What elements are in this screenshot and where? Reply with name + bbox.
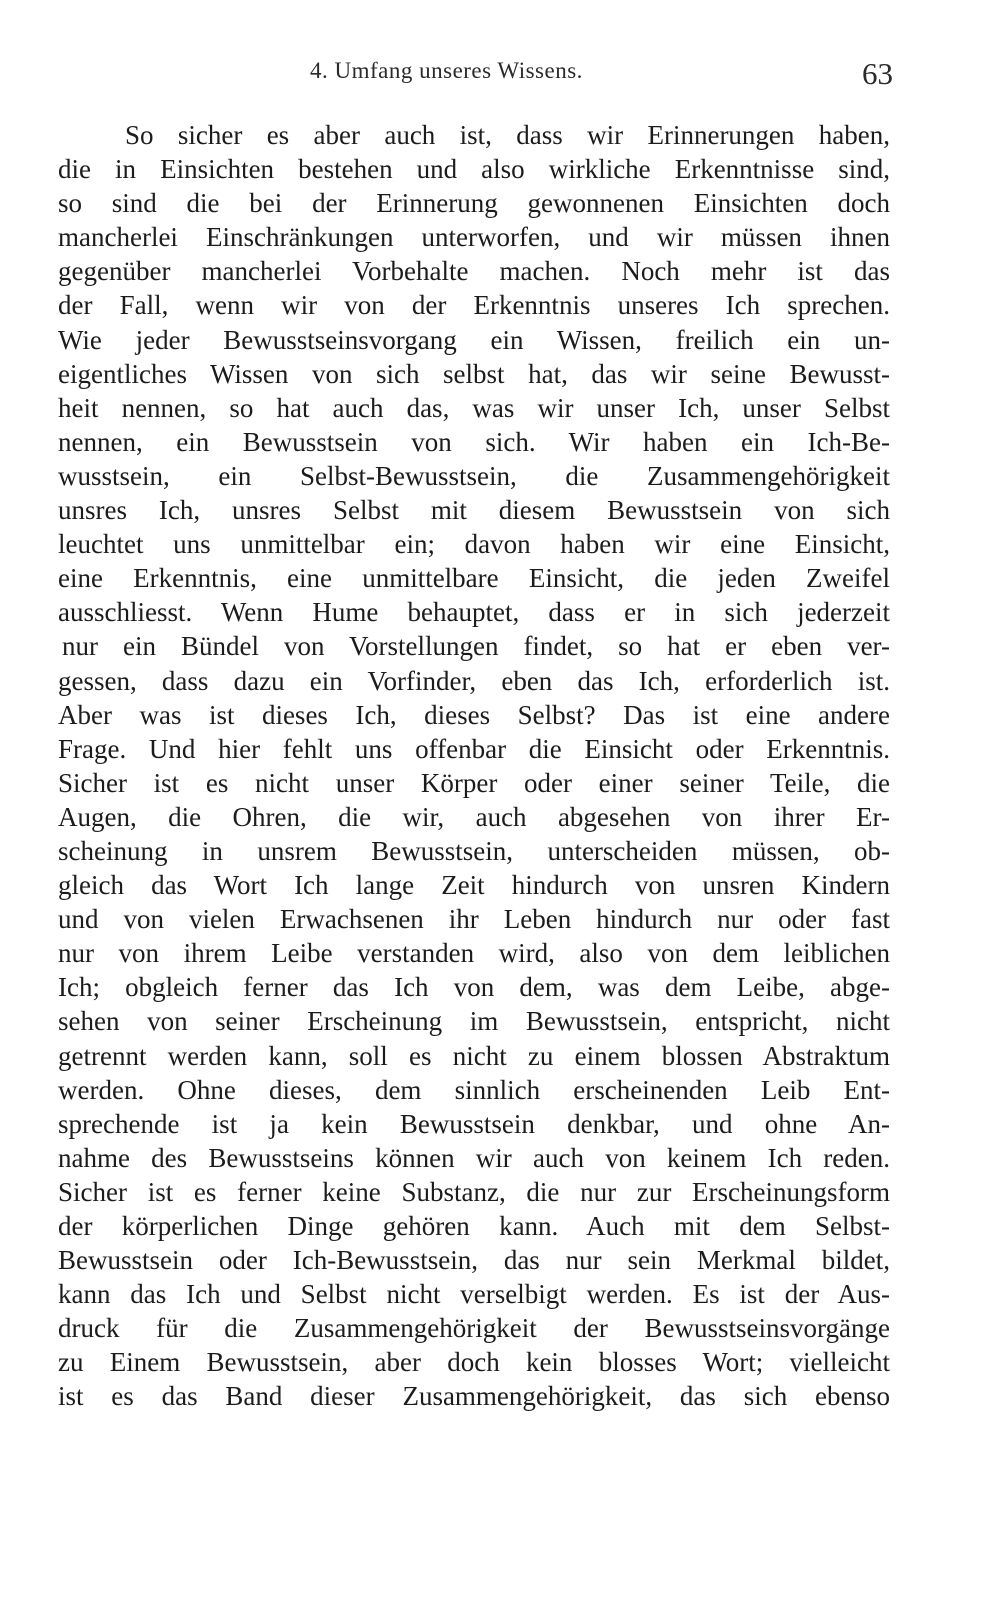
text-line: Wie jeder Bewusstseinsvorgang ein Wissen, freilich ein un- xyxy=(58,324,890,355)
text-line: Sicher ist es ferner keine Substanz, die nur zur Erscheinungsform xyxy=(58,1176,890,1207)
text-line: heit nennen, so hat auch das, was wir unser Ich, unser Selbst xyxy=(58,392,890,423)
text-line: druck für die Zusammengehörigkeit der Bewusstseinsvorgänge xyxy=(58,1313,890,1344)
text-line: eigentliches Wissen von sich selbst hat, das wir seine Bewusst- xyxy=(58,358,890,389)
running-head: 4. Umfang unseres Wissens. xyxy=(310,58,583,83)
text-line: Ich; obgleich ferner das Ich von dem, was dem Leibe, abge- xyxy=(58,972,890,1003)
text-line: unsres Ich, unsres Selbst mit diesem Bewusstsein von sich xyxy=(58,495,890,526)
text-line: so sind die bei der Erinnerung gewonnenen Einsichten doch xyxy=(58,188,890,219)
text-line: der körperlichen Dinge gehören kann. Auch mit dem Selbst- xyxy=(58,1211,890,1241)
text-line: zu Einem Bewusstsein, aber doch kein blosses Wort; vielleicht xyxy=(58,1347,890,1378)
text-line: getrennt werden kann, soll es nicht zu einem blossen Abstraktum xyxy=(58,1040,890,1071)
text-line: nahme des Bewusstseins können wir auch von keinem Ich reden. xyxy=(58,1142,890,1173)
page-number: 63 xyxy=(862,56,893,91)
text-line: scheinung in unsrem Bewusstsein, unterscheiden müssen, ob- xyxy=(58,835,890,866)
text-line: eine Erkenntnis, eine unmittelbare Einsicht, die jeden Zweifel xyxy=(58,563,890,594)
text-line: gleich das Wort Ich lange Zeit hindurch von unsren Kindern xyxy=(58,870,890,901)
text-line: Augen, die Ohren, die wir, auch abgesehen von ihrer Er- xyxy=(58,801,890,832)
text-line: der Fall, wenn wir von der Erkenntnis unseres Ich sprechen. xyxy=(58,290,890,321)
text-line: So sicher es aber auch ist, dass wir Erinnerungen haben, xyxy=(125,120,890,150)
text-line: gessen, dass dazu ein Vorfinder, eben das Ich, erforderlich ist. xyxy=(58,665,890,696)
text-line: sehen von seiner Erscheinung im Bewusstsein, entspricht, nicht xyxy=(58,1006,890,1037)
text-line: nur von ihrem Leibe verstanden wird, also von dem leiblichen xyxy=(58,938,890,969)
text-line: werden. Ohne dieses, dem sinnlich erscheinenden Leib Ent- xyxy=(58,1074,890,1105)
text-line: nennen, ein Bewusstsein von sich. Wir haben ein Ich-Be- xyxy=(58,426,890,457)
text-line: wusstsein, ein Selbst-Bewusstsein, die Zusammengehörigkeit xyxy=(58,460,890,491)
text-line: leuchtet uns unmittelbar ein; davon haben wir eine Einsicht, xyxy=(58,529,890,560)
text-line: Frage. Und hier fehlt uns offenbar die Einsicht oder Erkenntnis. xyxy=(58,733,890,764)
text-line: gegenüber mancherlei Vorbehalte machen. Noch mehr ist das xyxy=(58,256,890,287)
text-line: ist es das Band dieser Zusammengehörigkeit, das sich ebenso xyxy=(58,1381,890,1412)
text-line: die in Einsichten bestehen und also wirkliche Erkenntnisse sind, xyxy=(58,154,890,185)
text-line: kann das Ich und Selbst nicht verselbigt werden. Es ist der Aus- xyxy=(58,1279,890,1310)
text-line: und von vielen Erwachsenen ihr Leben hindurch nur oder fast xyxy=(58,904,890,935)
text-line: ausschliesst. Wenn Hume behauptet, dass er in sich jederzeit xyxy=(58,597,890,628)
text-line: Aber was ist dieses Ich, dieses Selbst? Das ist eine andere xyxy=(58,699,890,730)
text-line: nur ein Bündel von Vorstellungen findet, so hat er eben ver- xyxy=(62,631,890,662)
text-line: Sicher ist es nicht unser Körper oder einer seiner Teile, die xyxy=(58,767,890,798)
text-line: Bewusstsein oder Ich-Bewusstsein, das nur sein Merkmal bildet, xyxy=(58,1245,890,1276)
text-line: sprechende ist ja kein Bewusstsein denkbar, und ohne An- xyxy=(58,1108,890,1139)
body-text xyxy=(58,118,890,1414)
text-line: mancherlei Einschränkungen unterworfen, und wir müssen ihnen xyxy=(58,222,890,253)
